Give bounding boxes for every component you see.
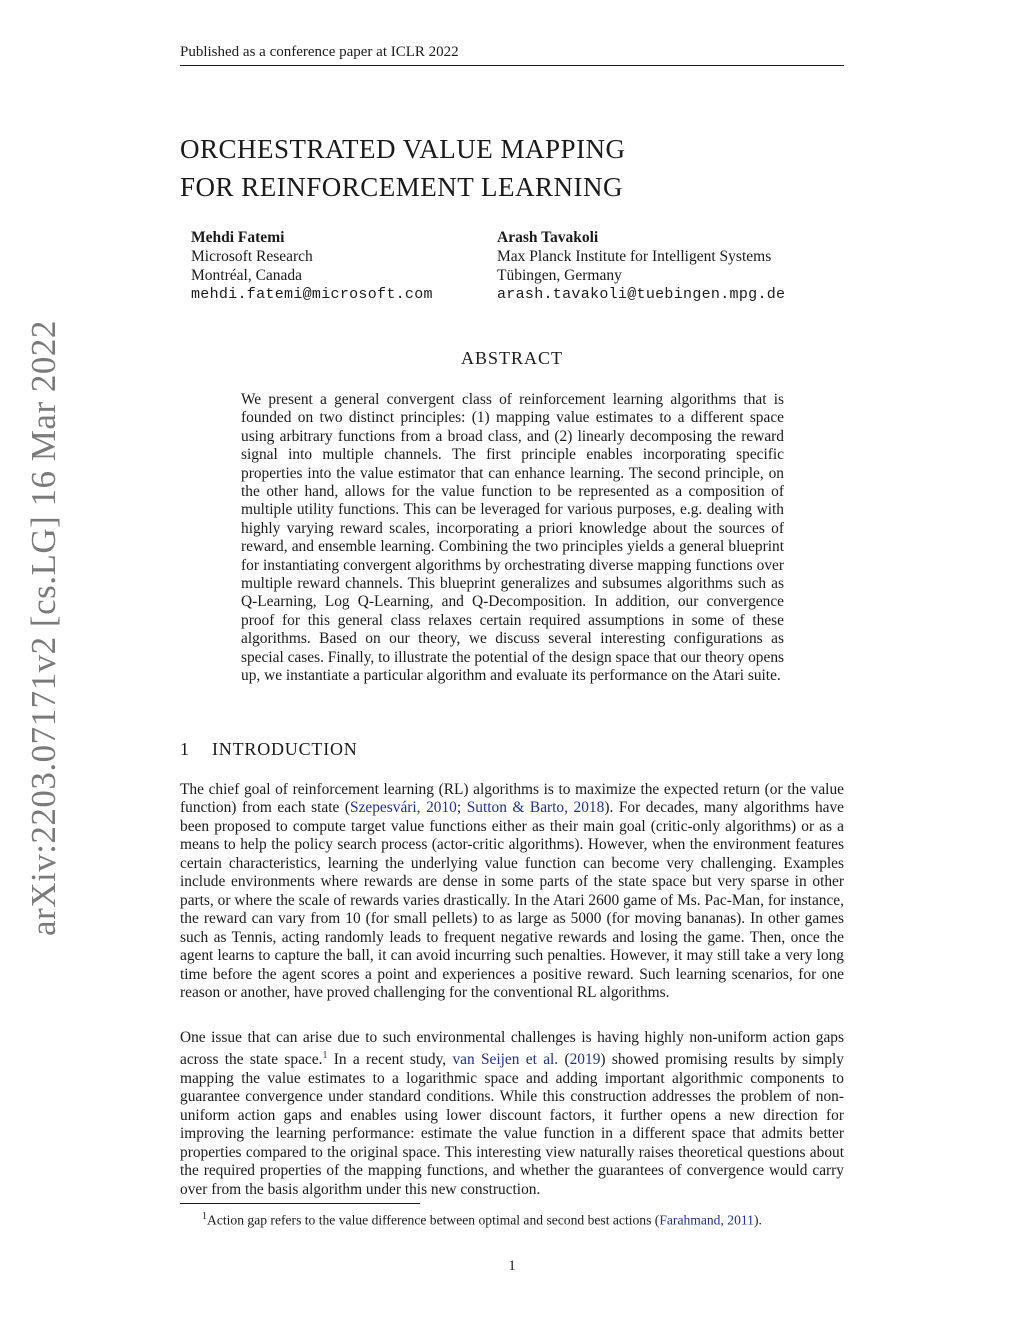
author-block-1 xyxy=(191,228,433,304)
page-number: 1 xyxy=(508,1258,516,1274)
footnote-number: 1 xyxy=(202,1211,207,1222)
intro-paragraph-1 xyxy=(180,781,844,1002)
text-run: ( xyxy=(558,1051,570,1069)
text-run: ) showed promising results by simply mapping the value estimates to a logarithmic space and adding important algorithmic components to guarantee convergence under standard conditions. While this construction addresses the problem of non-uniform action gaps and enables using lower discount factors, it further opens a new direction for improving the learning performance: estimate the value function in a different space that admits better properties compared to the original space. This interesting view naturally raises theoretical questions about the required properties of the mapping functions, and whether the guarantees of convergence would carry over from the basis algorithm under this new construction. xyxy=(180,1051,845,1198)
title-line-1: ORCHESTRATED VALUE MAPPING xyxy=(180,134,626,164)
text-run: ). xyxy=(753,1212,762,1228)
text-run: ; xyxy=(456,799,467,817)
citation-link[interactable]: Sutton & Barto, 2018 xyxy=(466,799,605,817)
author-name: Mehdi Fatemi xyxy=(191,229,285,246)
author-block-2 xyxy=(497,228,785,304)
citation-link[interactable]: van Seijen et al. xyxy=(452,1051,559,1069)
paper-title xyxy=(180,130,626,206)
footnote xyxy=(202,1208,762,1229)
abstract-body: We present a general convergent class of reinforcement learning algorithms that is founded on two distinct principles: (1) mapping value estimates to a different space using arbitrary functions from a broad class, and (2) linearly decomposing the reward signal into multiple channels. The first principle enables incorporating specific properties into the value estimator that can enhance learning. The second principle, on the other hand, allows for the value function to be represented as a composition of multiple utility functions. This can be leveraged for various purposes, e.g. dealing with highly varying reward scales, incorporating a priori knowledge about the sources of reward, and ensemble learning. Combining the two principles yields a general blueprint for instantiating convergent algorithms by orchestrating diverse mapping functions over multiple reward channels. This blueprint generalizes and subsumes algorithms such as Q-Learning, Log Q-Learning, and Q-Decomposition. In addition, our convergence proof for this general class relaxes certain required assumptions in some of these algorithms. Based on our theory, we discuss several interesting configurations as special cases. Finally, to illustrate the potential of the design space that our theory opens up, we instantiate a particular algorithm and evaluate its performance on the Atari suite. xyxy=(241,391,784,685)
author-affiliation: Max Planck Institute for Intelligent Systems xyxy=(497,248,772,265)
section-title: INTRODUCTION xyxy=(212,739,358,759)
author-email[interactable]: mehdi.fatemi@microsoft.com xyxy=(191,286,433,303)
arxiv-sidebar xyxy=(20,320,68,940)
author-email[interactable]: arash.tavakoli@tuebingen.mpg.de xyxy=(497,286,786,303)
citation-link[interactable]: 2019 xyxy=(569,1051,601,1069)
citation-link[interactable]: Farahmand, 2011 xyxy=(659,1212,754,1228)
section-heading xyxy=(180,739,358,760)
header-rule xyxy=(180,65,844,66)
author-name: Arash Tavakoli xyxy=(497,229,599,246)
text-run: One issue that can arise due to such environmental challenges is having highly non-uniform action gaps across the state space. xyxy=(180,1029,844,1069)
arxiv-identifier: arXiv:2203.07171v2 [cs.LG] 16 Mar 2022 xyxy=(24,320,63,936)
text-run: In a recent study, xyxy=(327,1051,453,1069)
citation-link[interactable]: Szepesvári, 2010 xyxy=(350,799,457,817)
text-run: ). For decades, many algorithms have been proposed to compute target value functions either as their main goal (critic-only algorithms) or as a means to help the policy search process (actor-critic algorithms). However, when the environment features certain characteristics, learning the underlying value function can become very challenging. Examples include environments where rewards are dense in some parts of the state space but very sparse in other parts, or where the scale of rewards varies drastically. In the Atari 2600 game of Ms. Pac-Man, for instance, the reward can vary from 10 (for small pellets) to as large as 5000 (for moving bananas). In other games such as Tennis, acting randomly leads to frequent negative rewards and losing the game. Then, once the agent learns to capture the ball, it can avoid incurring such penalties. However, it may still take a very long time before the agent scores a point and experiences a positive reward. Such learning scenarios, for one reason or another, have proved challenging for the conventional RL algorithms. xyxy=(180,799,844,1001)
author-location: Montréal, Canada xyxy=(191,267,303,284)
footnote-rule xyxy=(180,1203,420,1204)
author-affiliation: Microsoft Research xyxy=(191,248,313,265)
author-location: Tübingen, Germany xyxy=(497,267,622,284)
footnote-marker[interactable]: 1 xyxy=(322,1050,328,1062)
title-line-2: FOR REINFORCEMENT LEARNING xyxy=(180,172,624,202)
abstract-heading: ABSTRACT xyxy=(460,348,564,368)
text-run: The chief goal of reinforcement learning (RL) algorithms is to maximize the expected return (or the value function) from each state ( xyxy=(180,781,844,817)
text-run: Action gap refers to the value difference between optimal and second best actions ( xyxy=(207,1212,660,1228)
running-header: Published as a conference paper at ICLR 2022 xyxy=(180,44,459,60)
section-number: 1 xyxy=(180,739,190,759)
intro-paragraph-2 xyxy=(180,1029,844,1199)
